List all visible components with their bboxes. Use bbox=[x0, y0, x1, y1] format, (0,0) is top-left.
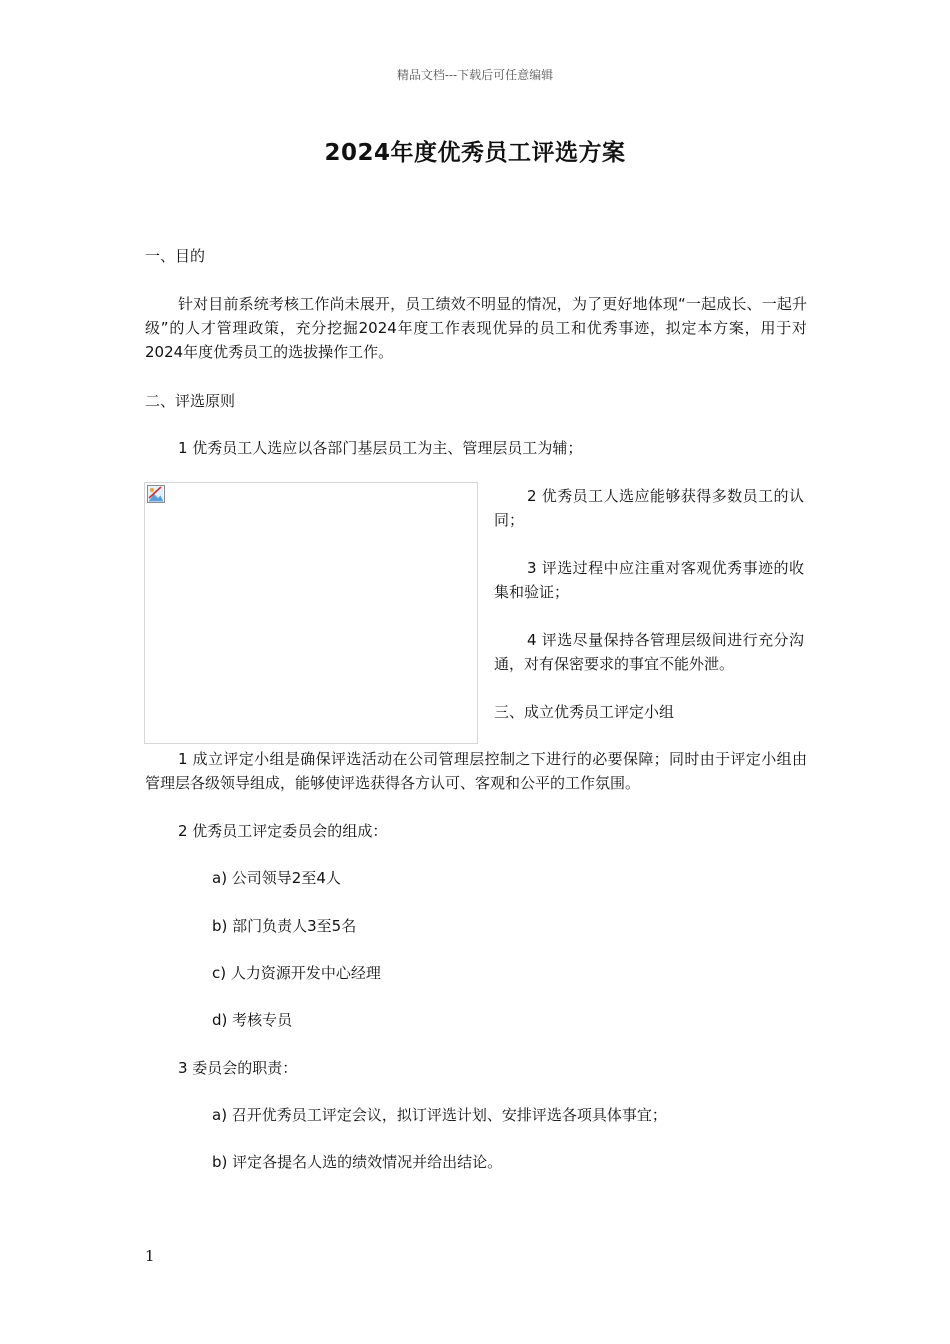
section-1-paragraph: 针对目前系统考核工作尚未展开，员工绩效不明显的情况，为了更好地体现“一起成长、一起升级”的人才管理政策，充分挖掘2024年度工作表现优异的员工和优秀事迹，拟定本方案，用于对2024年度优秀员工的选拔操作工作。 bbox=[145, 295, 807, 361]
page-number: 1 bbox=[145, 1247, 155, 1265]
header-note: 精品文档---下载后可任意编辑 bbox=[396, 68, 554, 82]
principle-item-4: 4 评选尽量保持各管理层级间进行充分沟通，对有保密要求的事宜不能外泄。 bbox=[494, 631, 804, 673]
principle-item-3: 3 评选过程中应注重对客观优秀事迹的收集和验证； bbox=[494, 559, 804, 601]
section-3-heading: 三、成立优秀员工评定小组 bbox=[494, 703, 675, 721]
section-2-heading: 二、评选原则 bbox=[145, 392, 236, 410]
broken-image-icon bbox=[147, 485, 165, 503]
image-placeholder bbox=[144, 482, 478, 744]
member-d: d) 考核专员 bbox=[212, 1011, 293, 1029]
member-c: c) 人力资源开发中心经理 bbox=[212, 964, 381, 982]
member-b: b) 部门负责人3至5名 bbox=[212, 917, 357, 935]
committee-item-3: 3 委员会的职责： bbox=[178, 1059, 298, 1077]
duty-a: a) 召开优秀员工评定会议，拟订评选计划、安排评选各项具体事宜； bbox=[212, 1106, 667, 1124]
principle-item-1: 1 优秀员工人选应以各部门基层员工为主、管理层员工为辅； bbox=[178, 439, 583, 457]
document-title: 2024年度优秀员工评选方案 bbox=[324, 140, 626, 166]
member-a: a) 公司领导2至4人 bbox=[212, 869, 341, 887]
duty-b: b) 评定各提名人选的绩效情况并给出结论。 bbox=[212, 1153, 503, 1171]
section-1-heading: 一、目的 bbox=[145, 247, 206, 265]
committee-item-1: 1 成立评定小组是确保评选活动在公司管理层控制之下进行的必要保障；同时由于评定小组由管理层各级领导组成，能够使评选获得各方认可、客观和公平的工作氛围。 bbox=[145, 750, 807, 792]
principle-item-2: 2 优秀员工人选应能够获得多数员工的认同； bbox=[494, 487, 804, 529]
committee-item-2: 2 优秀员工评定委员会的组成： bbox=[178, 822, 388, 840]
